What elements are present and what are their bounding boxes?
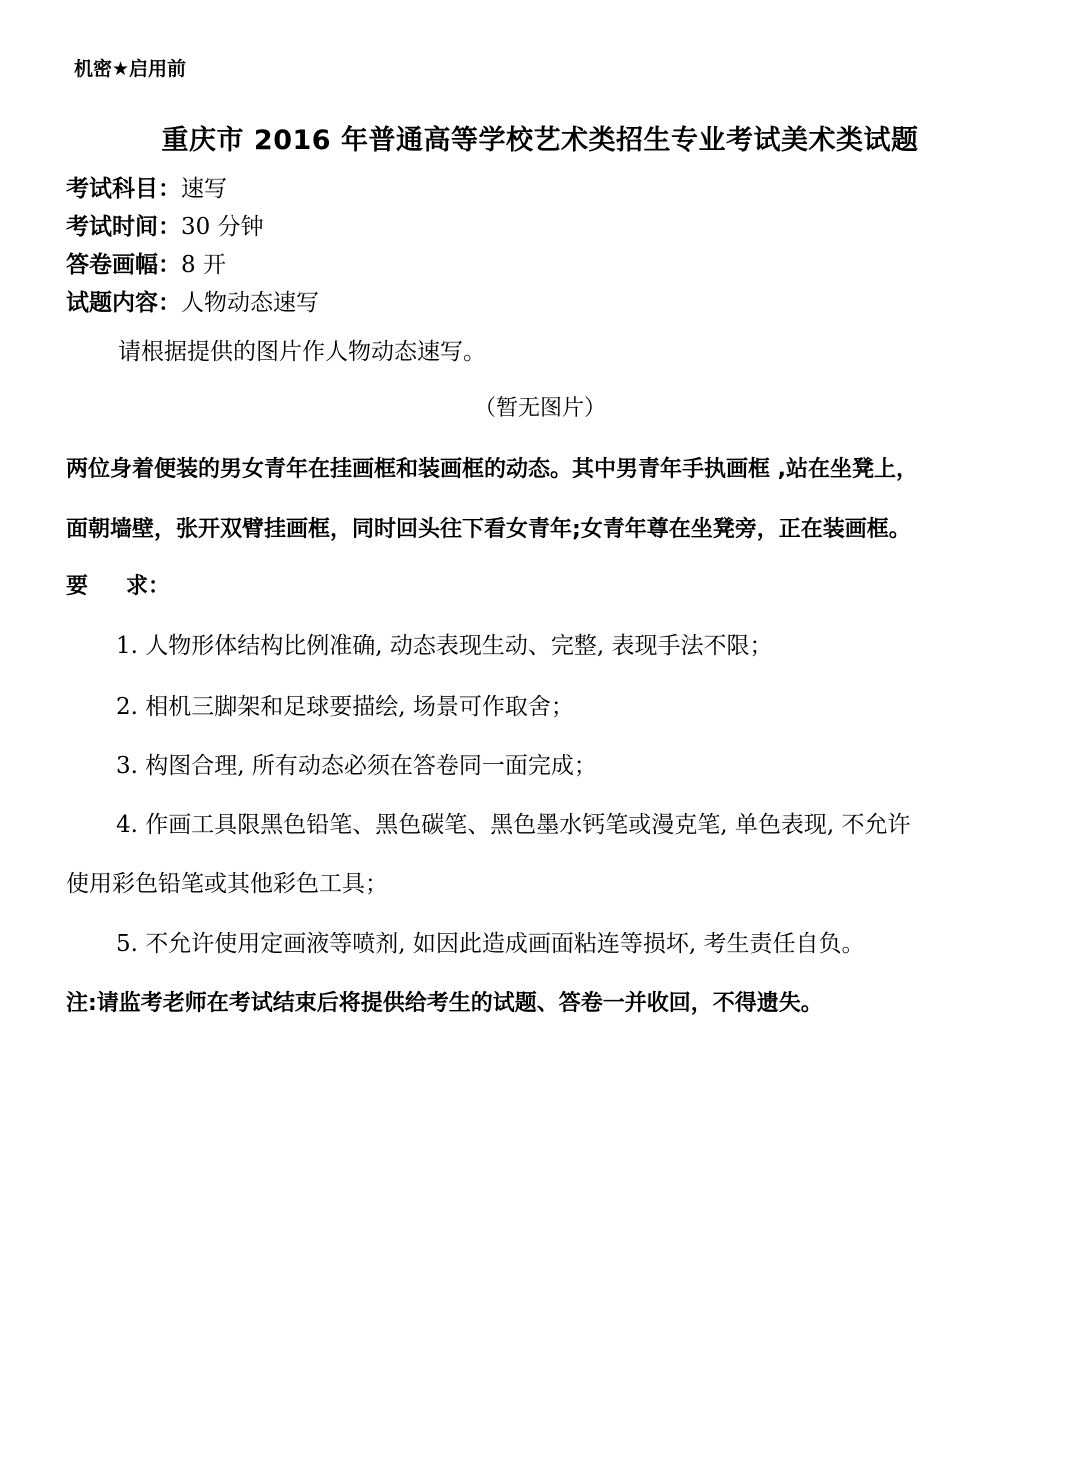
requirement-item-4-continued: 使用彩色铅笔或其他彩色工具； [66,871,388,897]
info-label-subject: 考试科目： [66,176,181,202]
info-label-time: 考试时间： [66,214,181,240]
requirements-heading-second: 求： [126,574,171,599]
info-row-time [66,208,264,241]
confidential-label: 机密★启用前 [74,58,187,80]
info-label-content: 试题内容： [66,290,181,316]
requirement-item-3: 3. 构图合理, 所有动态必须在答卷同一面完成； [116,753,597,779]
scene-description-line-1: 两位身着便装的男女青年在挂画框和装画框的动态。其中男青年手执画框 ,站在坐凳上， [66,457,919,482]
info-row-subject [66,170,227,203]
requirement-item-5: 5. 不允许使用定画液等喷剂, 如因此造成画面粘连等损坏, 考生责任自负。 [116,931,865,957]
info-value-time: 30 分钟 [181,214,264,240]
instruction-text: 请根据提供的图片作人物动态速写。 [118,339,486,365]
info-row-size [66,246,226,279]
info-value-subject: 速写 [181,176,227,202]
requirement-item-1: 1. 人物形体结构比例准确, 动态表现生动、完整, 表现手法不限； [116,633,773,659]
requirement-item-4: 4. 作画工具限黑色铅笔、黑色碳笔、黑色墨水钙笔或漫克笔, 单色表现, 不允许 [116,812,911,838]
requirements-heading [66,569,170,600]
info-value-size: 8 开 [181,252,226,278]
proctor-note: 注:请监考老师在考试结束后将提供给考生的试题、答卷一并收回，不得遗失。 [66,991,823,1016]
requirement-item-2: 2. 相机三脚架和足球要描绘, 场景可作取舍； [116,694,574,720]
info-value-content: 人物动态速写 [181,290,319,316]
no-image-placeholder: （暂无图片） [473,396,606,421]
info-row-content [66,284,319,317]
exam-title: 重庆市 2016 年普通高等学校艺术类招生专业考试美术类试题 [161,125,919,156]
info-label-size: 答卷画幅： [66,252,181,278]
requirements-heading-first: 要 [66,574,89,599]
scene-description-line-2: 面朝墙壁，张开双臂挂画框，同时回头往下看女青年;女青年尊在坐凳旁，正在装画框。 [66,517,911,542]
